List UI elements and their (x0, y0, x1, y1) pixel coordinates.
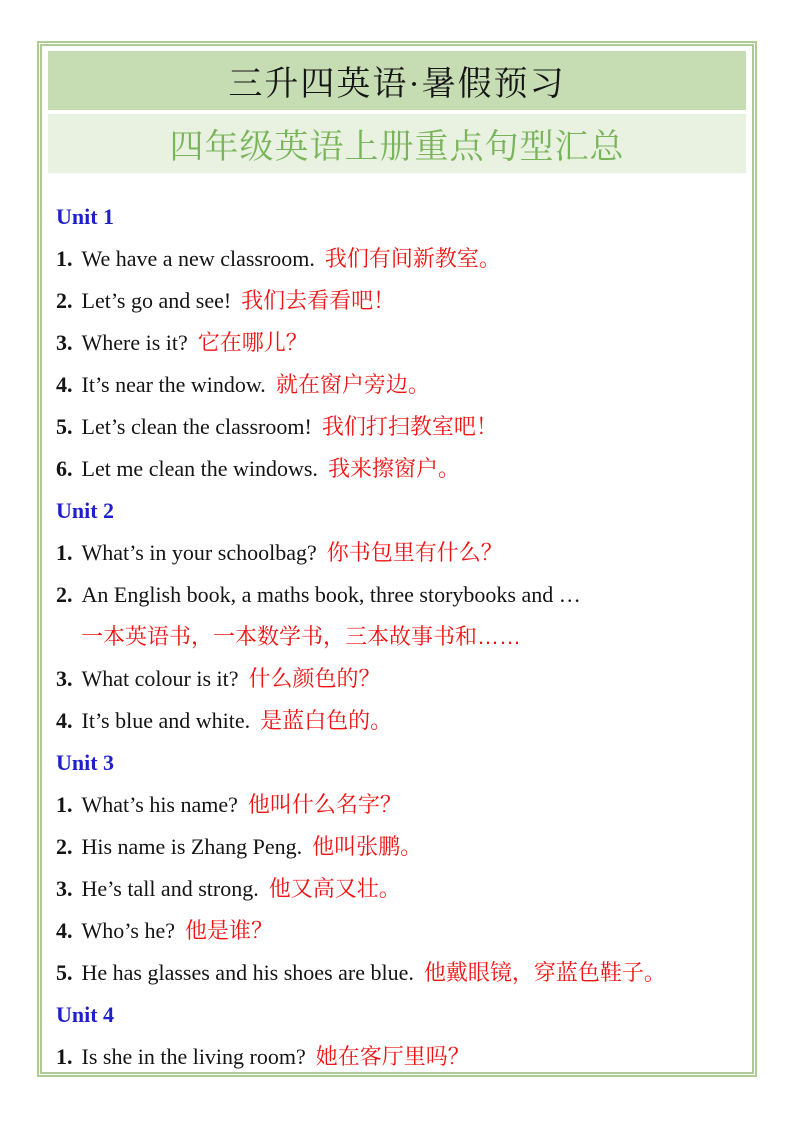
item-number: 5. (56, 960, 73, 985)
item-number: 4. (56, 918, 73, 943)
unit-heading: Unit 1 (56, 204, 115, 229)
sentence-item (56, 406, 740, 448)
chinese-translation: 我们打扫教室吧！ (321, 414, 498, 439)
english-sentence: Let’s clean the classroom! (81, 414, 312, 439)
item-number: 3. (56, 330, 73, 355)
english-sentence: Let me clean the windows. (81, 456, 318, 481)
chinese-translation: 我们有间新教室。 (324, 246, 501, 271)
item-number: 3. (56, 876, 73, 901)
sentence-item (56, 364, 740, 406)
sentence-list (48, 173, 746, 1077)
item-number: 1. (56, 540, 73, 565)
chinese-translation: 是蓝白色的。 (260, 708, 393, 733)
english-sentence: What’s his name? (81, 792, 238, 817)
item-number: 1. (56, 246, 73, 271)
item-number: 4. (56, 708, 73, 733)
chinese-translation: 一本英语书，一本数学书，三本故事书和…… (81, 624, 522, 649)
item-number: 5. (56, 414, 73, 439)
english-sentence: Where is it? (81, 330, 188, 355)
item-number: 6. (56, 456, 73, 481)
chinese-translation: 就在窗户旁边。 (275, 372, 430, 397)
sentence-item (56, 238, 740, 280)
english-sentence: What colour is it? (81, 666, 239, 691)
chinese-translation: 它在哪儿？ (197, 330, 308, 355)
chinese-translation: 我来擦窗户。 (327, 456, 460, 481)
unit-heading: Unit 4 (56, 1002, 115, 1027)
english-sentence: What’s in your schoolbag? (81, 540, 317, 565)
chinese-translation: 她在客厅里吗？ (315, 1044, 470, 1069)
english-sentence: Is she in the living room? (81, 1044, 306, 1069)
item-number: 3. (56, 666, 73, 691)
main-title-bar (48, 51, 746, 110)
chinese-translation: 他戴眼镜，穿蓝色鞋子。 (423, 960, 666, 985)
item-number: 2. (56, 834, 73, 859)
english-sentence: An English book, a maths book, three storybooks and … (81, 582, 581, 607)
item-number: 4. (56, 372, 73, 397)
chinese-translation: 什么颜色的？ (248, 666, 381, 691)
sentence-item (56, 322, 740, 364)
sentence-item (56, 448, 740, 490)
unit-heading: Unit 2 (56, 498, 115, 523)
sentence-item (56, 952, 740, 994)
main-title: 三升四英语·暑假预习 (228, 66, 566, 103)
english-sentence: His name is Zhang Peng. (81, 834, 303, 859)
item-number: 1. (56, 792, 73, 817)
sentence-item (56, 784, 740, 826)
english-sentence: Let’s go and see! (81, 288, 232, 313)
english-sentence: Who’s he? (81, 918, 175, 943)
sentence-item (56, 574, 740, 658)
subtitle-bar (48, 114, 746, 173)
chinese-translation: 他又高又壮。 (268, 876, 401, 901)
chinese-translation: 他叫张鹏。 (312, 834, 423, 859)
unit-heading: Unit 3 (56, 750, 115, 775)
sentence-item (56, 868, 740, 910)
document-frame (37, 41, 757, 1077)
sentence-item (56, 1036, 740, 1077)
item-number: 2. (56, 582, 73, 607)
sentence-item (56, 700, 740, 742)
sentence-item (56, 910, 740, 952)
chinese-translation: 他是谁？ (184, 918, 273, 943)
item-number: 1. (56, 1044, 73, 1069)
chinese-translation: 他叫什么名字？ (247, 792, 402, 817)
item-number: 2. (56, 288, 73, 313)
english-sentence: It’s blue and white. (81, 708, 251, 733)
subtitle: 四年级英语上册重点句型汇总 (169, 129, 625, 166)
english-sentence: He has glasses and his shoes are blue. (81, 960, 414, 985)
sentence-item (56, 826, 740, 868)
chinese-translation: 你书包里有什么？ (326, 540, 503, 565)
chinese-translation: 我们去看看吧！ (241, 288, 396, 313)
sentence-item (56, 280, 740, 322)
english-sentence: We have a new classroom. (81, 246, 315, 271)
english-sentence: It’s near the window. (81, 372, 266, 397)
english-sentence: He’s tall and strong. (81, 876, 259, 901)
sentence-item (56, 658, 740, 700)
sentence-item (56, 532, 740, 574)
